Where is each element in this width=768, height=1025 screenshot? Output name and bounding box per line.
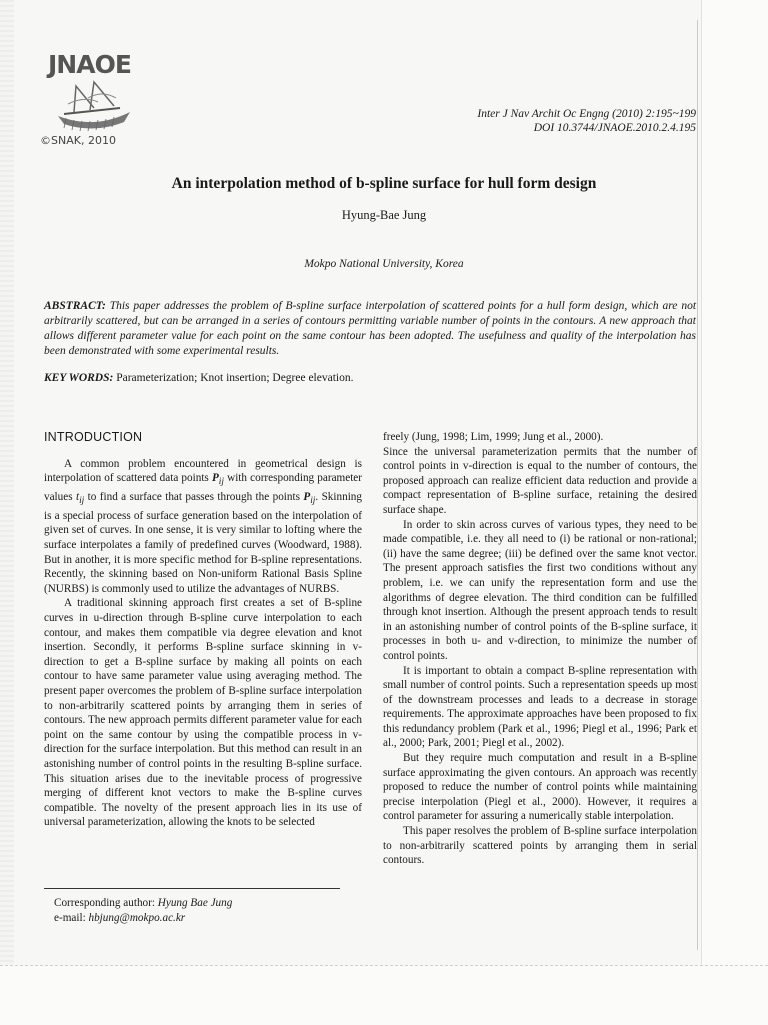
math-symbol: t bbox=[75, 491, 80, 504]
right-paragraph-2: In order to skin across curves of various types, they need to be made compatible, i.e. they all need to (i) be rational or non-rational; (ii) have the same degree; (iii) be defined over the same knot vector. The present approach satisfies the first two conditions without any problem, i.e. we can unify the representation form and use the algorithms of degree elevation. The third condition can be fulfilled through knot insertion. Although the present approach tends to result in an astonishing number of control points of the B-spline surface, it processes in both u- and v-direction, to minimize the number of control points. bbox=[383, 518, 697, 662]
abstract-label: ABSTRACT: bbox=[44, 300, 106, 312]
right-paragraph-4: But they require much computation and result in a B-spline surface approximating the given contours. An approach was recently proposed to reduce the number of control points while maintaining precise interpolation (Piegl et al., 2000). However, it requires a control parameter for assuring a numerically stable interpolation. bbox=[383, 752, 697, 823]
math-symbol: P bbox=[211, 472, 219, 485]
right-paragraph-0: freely (Jung, 1998; Lim, 1999; Jung et al., 2000). bbox=[383, 431, 604, 443]
citation bbox=[477, 107, 696, 135]
math-subscript: ij bbox=[79, 496, 85, 507]
text-run: to find a surface that passes through the points bbox=[84, 491, 304, 504]
footnote-label: Corresponding author: bbox=[54, 897, 158, 909]
copyright-text: ©SNAK, 2010 bbox=[40, 134, 116, 147]
keywords-label: KEY WORDS: bbox=[44, 372, 114, 384]
paper-affiliation: Mokpo National University, Korea bbox=[304, 258, 464, 270]
abstract bbox=[44, 299, 696, 359]
right-paragraph-3: It is important to obtain a compact B-spline representation with small number of control points. Such a representation speeds up most of the downstream processes and leads to a decrease in storage requirements. The approximate approaches have been proposed to fix this redundancy problem (Park et al., 1996; Piegl et al., 1996; Park et al., 2000; Park, 2001; Piegl et al., 2002). bbox=[383, 664, 697, 750]
right-paragraph-5: This paper resolves the problem of B-spline surface interpolation to non-arbitrarily scattered points by arranging them in serial contours. bbox=[383, 825, 697, 867]
paper-title: An interpolation method of b-spline surface for hull form design bbox=[171, 175, 597, 192]
left-column bbox=[44, 430, 362, 830]
math-subscript: ij bbox=[310, 496, 316, 507]
intro-paragraph-1 bbox=[44, 457, 362, 597]
journal-logo bbox=[40, 42, 150, 150]
footnote-divider bbox=[44, 888, 340, 889]
right-column bbox=[383, 430, 697, 868]
ship-icon bbox=[54, 78, 134, 132]
author-email bbox=[54, 911, 232, 926]
keywords-text: Parameterization; Knot insertion; Degree elevation. bbox=[116, 372, 354, 384]
footnote bbox=[54, 896, 232, 926]
citation-journal: Inter J Nav Archit Oc Engng (2010) 2:195~199 bbox=[477, 108, 696, 120]
scan-edge-left bbox=[0, 0, 14, 1024]
math-symbol: P bbox=[303, 491, 311, 504]
paper-author: Hyung-Bae Jung bbox=[341, 208, 427, 222]
corresponding-author bbox=[54, 896, 232, 911]
abstract-text: This paper addresses the problem of B-spline surface interpolation of scattered points for a hull form design, which are not arbitrarily scattered, but can be arranged in a series of contours permitting variable number of points in the contours. A new approach that allows different parameter value for each point on the same contour has been adopted. The usefulness and quality of the interpolation has been demonstrated with some experimental results. bbox=[44, 300, 697, 357]
scan-edge-right bbox=[701, 0, 768, 1024]
keywords bbox=[44, 371, 696, 386]
scan-bottom-margin bbox=[0, 965, 768, 1025]
text-run: with corresponding parameter values bbox=[44, 472, 362, 504]
text-run: . Skinning is a special process of surface generation based on the interpolation of given set of curves. In one sense, it is very similar to lofting where the surface interpolates a family of predefined curves (Woodward, 1988). But in another, it is more specific method for B-spline representations. Recently, the skinning based on Non-uniform Rational Basis Spline (NURBS) is commonly used to utilize the advantages of NURBS. bbox=[44, 491, 362, 595]
corresponding-author-name: Hyung Bae Jung bbox=[157, 897, 233, 909]
citation-doi: DOI 10.3744/JNAOE.2010.2.4.195 bbox=[533, 122, 696, 134]
scan-line bbox=[697, 20, 698, 950]
math-subscript: ij bbox=[218, 477, 224, 488]
email-address: hbjung@mokpo.ac.kr bbox=[88, 912, 186, 924]
text-run: A common problem encountered in geometrical design is interpolation of scattered data points bbox=[44, 457, 362, 485]
footnote-label: e-mail: bbox=[54, 912, 89, 924]
section-title-introduction: INTRODUCTION bbox=[44, 430, 143, 444]
logo-text: JNAOE bbox=[48, 50, 131, 79]
intro-paragraph-2: A traditional skinning approach first creates a set of B-spline curves in u-direction through B-spline curve interpolation to each contour, and makes them compatible via degree elevation and knot insertion. Secondly, it performs B-spline surface skinning in v-direction to get a B-spline surface by making all points on each contour to have same parameter value using averaging method. The present paper overcomes the problem of B-spline surface interpolation to non-arbitrarily scattered points by arranging them in series of contours. The new approach permits different parameter value for each point on the same contour by using the compatible process in v-direction for the surface interpolation. But this method can result in an astonishing number of control points in the resulting B-spline surface. This situation arises due to the inevitable process of progressive merging of different knot vectors to make the B-spline curves compatible. The novelty of the present approach lies in its use of universal parameterization, allowing the knots to be selected bbox=[44, 597, 362, 829]
right-paragraph-1: Since the universal parameterization permits that the number of control points in v-direction is equal to the number of contours, the proposed approach can realize efficient data reduction and provide a compact representation of B-spline surface, retaining the desired surface shape. bbox=[383, 445, 697, 516]
